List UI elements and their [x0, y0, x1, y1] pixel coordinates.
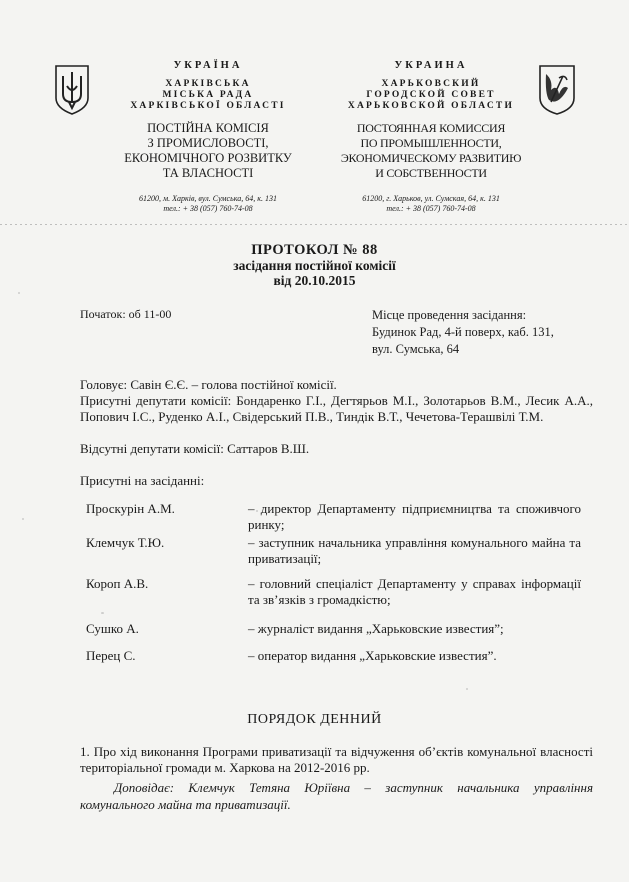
- absent-deputies: Відсутні депутати комісії: Саттаров В.Ш.: [80, 441, 310, 456]
- attendee-role: – директор Департаменту підприємництва та споживчого ринку;: [248, 501, 581, 532]
- address: 61200, м. Харків, вул. Сумська, 64, к. 131 тел.: + 38 (057) 760-74-08: [139, 194, 277, 213]
- attendee-name: Сушко А.: [86, 621, 139, 636]
- attendee-role: – головний спеціаліст Департаменту у справах інформації та зв’язків з громадкістю;: [248, 576, 581, 607]
- commission-name: ПОСТІЙНА КОМІСІЯ З ПРОМИСЛОВОСТІ, ЕКОНОМІЧНОГО РОЗВИТКУ ТА ВЛАСНОСТІ: [124, 121, 292, 180]
- council-name: ХАРЬКОВСКИЙ ГОРОДСКОЙ СОВЕТ ХАРЬКОВСКОЙ ОБЛАСТИ: [347, 79, 515, 111]
- attendee-name: Проскурін А.М.: [86, 501, 175, 516]
- council-name: ХАРКІВСЬКА МІСЬКА РАДА ХАРКІВСЬКОЇ ОБЛАСТІ: [130, 79, 286, 111]
- agenda-title: ПОРЯДОК ДЕННИЙ: [247, 712, 382, 727]
- ukraine-trident-icon: [52, 64, 92, 116]
- agenda-item: 1. Про хід виконання Програми приватизації та відчуження об’єктів комунальної власності територіальної громади м. Харкова на 2012-2016 рр.: [80, 744, 593, 775]
- scan-speck: [466, 688, 468, 690]
- address: 61200, г. Харьков, ул. Сумская, 64, к. 131 тел.: + 38 (057) 760-74-08: [362, 194, 500, 213]
- header-russian: [326, 60, 536, 214]
- kharkiv-coat-of-arms-icon: [537, 64, 577, 116]
- start-time: Початок: об 11-00: [80, 307, 172, 321]
- meeting-venue: Місце проведення засідання: Будинок Рад, 4-й поверх, каб. 131, вул. Сумська, 64: [372, 308, 554, 356]
- scan-speck: [18, 292, 20, 294]
- country-name: УКРАЇНА: [173, 60, 243, 71]
- scan-speck: [256, 510, 258, 512]
- present-deputies: Присутні депутати комісії: Бондаренко Г.І., Дегтярьов М.І., Золотарьов В.М., Лесик А.А., Попович І.С., Руденко А.І., Свідерський П.В., Тиндік В.Т., Чечетова-Терашвілі Т.М.: [80, 393, 593, 424]
- attendee-name: Клемчук Т.Ю.: [86, 535, 165, 550]
- commission-name: ПОСТОЯННАЯ КОМИССИЯ ПО ПРОМЫШЛЕННОСТИ, ЭКОНОМИЧЕСКОМУ РАЗВИТИЮ И СОБСТВЕННОСТИ: [340, 121, 522, 180]
- attendee-role: – оператор видання „Харьковские известия”.: [248, 648, 497, 663]
- header-divider: [0, 224, 629, 225]
- chair-line: Головує: Савін Є.Є. – голова постійної комісії.: [80, 377, 337, 392]
- scan-speck: [101, 612, 104, 614]
- agenda-speaker: Доповідає: Клемчук Тетяна Юріївна – заступник начальника управління комунального майна та приватизації.: [80, 780, 593, 812]
- header-ukrainian: [104, 60, 312, 214]
- attendee-name: Перец С.: [86, 648, 136, 663]
- attendee-name: Короп А.В.: [86, 576, 149, 591]
- attendees-heading: Присутні на засіданні:: [80, 473, 205, 488]
- document-title: ПРОТОКОЛ № 88 засідання постійної комісії від 20.10.2015: [233, 242, 396, 288]
- attendee-role: – журналіст видання „Харьковские известия”;: [248, 621, 504, 636]
- country-name: УКРАИНА: [394, 60, 468, 71]
- scan-speck: [22, 518, 24, 520]
- attendee-role: – заступник начальника управління комунального майна та приватизації;: [248, 535, 581, 566]
